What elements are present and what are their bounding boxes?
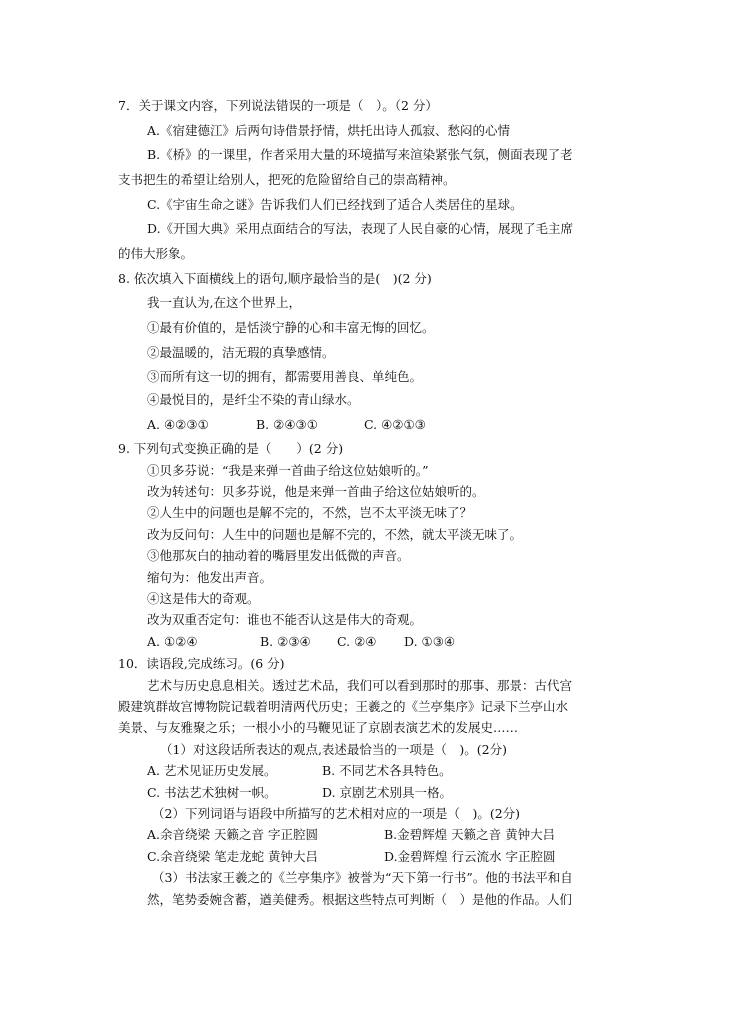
q8-sentence-4: ④最悦目的，是纤尘不染的青山绿水。 xyxy=(147,392,360,407)
q10-sub1-option-d: D. 京剧艺术别具一格。 xyxy=(322,785,453,800)
q7-stem: 7．关于课文内容，下列说法错误的一项是（ ）。（2 分） xyxy=(118,98,438,113)
q10-sub1-stem: （1）对这段话所表达的观点,表述最恰当的一项是（ )。(2分) xyxy=(160,742,508,757)
q7-option-d-cont: 的伟大形象。 xyxy=(118,246,194,261)
q7-option-b: B.《桥》的一课里，作者采用大量的环境描写来渲染紧张气氛，侧面表现了老 xyxy=(147,147,573,162)
q8-stem: 8. 依次填入下面横线上的语句,顺序最恰当的是( )(2 分) xyxy=(118,271,432,286)
q10-sub1-option-c: C. 书法艺术独树一帜。 xyxy=(147,785,277,800)
q8-sentence-1: ①最有价值的，是恬淡宁静的心和丰富无悔的回忆。 xyxy=(147,320,435,335)
q10-stem: 10．读语段,完成练习。(6 分) xyxy=(118,656,285,671)
q9-option-a: A. ①②④ xyxy=(147,634,198,649)
q9-line-4: 改为反问句：人生中的问题也是解不完的，不然，就太平淡无味了。 xyxy=(147,527,523,542)
q8-option-a: A. ④②③① xyxy=(147,417,209,432)
q7-option-b-cont: 支书把生的希望让给别人，把死的危险留给自己的崇高精神。 xyxy=(118,172,456,187)
q10-sub1-option-b: B. 不同艺术各具特色。 xyxy=(322,763,452,778)
q10-sub2-option-b: B.金碧辉煌 天籁之音 黄钟大吕 xyxy=(384,827,556,842)
q10-passage-2: 殿建筑群故宫博物院记载着明清两代历史；王羲之的《兰亭集序》记录下兰亭山水 xyxy=(118,699,569,714)
q7-option-c: C.《宇宙生命之谜》告诉我们人们已经找到了适合人类居住的星球。 xyxy=(147,197,523,212)
q9-stem: 9. 下列句式变换正确的是（ ）(2 分) xyxy=(118,441,344,456)
q8-option-c: C. ④②①③ xyxy=(364,417,426,432)
q8-intro: 我一直认为,在这个世界上， xyxy=(147,295,301,310)
q9-option-d: D. ①③④ xyxy=(404,634,456,649)
q8-option-b: B. ②④③① xyxy=(256,417,318,432)
q9-line-3: ②人生中的问题也是解不完的，不然，岂不太平淡无味了？ xyxy=(147,505,473,520)
q10-sub2-option-c: C.余音绕梁 笔走龙蛇 黄钟大吕 xyxy=(147,849,319,864)
q10-sub2-option-d: D.金碧辉煌 行云流水 字正腔圆 xyxy=(384,849,556,864)
q9-line-2: 改为转述句：贝多芬说，他是来弹一首曲子给这位姑娘听的。 xyxy=(147,484,485,499)
q10-sub1-option-a: A. 艺术见证历史发展。 xyxy=(147,763,277,778)
q9-option-b: B. ②③④ xyxy=(260,634,311,649)
q9-line-7: ④这是伟大的奇观。 xyxy=(147,591,260,606)
q10-passage-1: 艺术与历史息息相关。透过艺术品，我们可以看到那时的那事、那景：古代宫 xyxy=(147,678,573,693)
q10-sub3-stem-cont: 然，笔势委婉含蓄，遒美健秀。根据这些特点可判断（ ）是他的作品。人们 xyxy=(147,892,573,907)
q8-sentence-3: ③而所有这一切的拥有，都需要用善良、单纯色。 xyxy=(147,369,423,384)
q9-line-1: ①贝多芬说：“我是来弹一首曲子给这位姑娘听的。” xyxy=(147,463,429,478)
q10-sub2-option-a: A.余音绕梁 天籁之音 字正腔圆 xyxy=(147,827,318,842)
q7-option-a: A.《宿建德江》后两句诗借景抒情，烘托出诗人孤寂、愁闷的心情 xyxy=(147,123,511,138)
q9-line-8: 改为双重否定句：谁也不能否认这是伟大的奇观。 xyxy=(147,612,423,627)
q10-passage-3: 美景、与友雅聚之乐；一根小小的马鞭见证了京剧表演艺术的发展史…… xyxy=(118,720,519,735)
q8-sentence-2: ②最温暖的，洁无瑕的真挚感情。 xyxy=(147,345,335,360)
q9-option-c: C. ②④ xyxy=(337,634,377,649)
q10-sub2-stem: （2）下列词语与语段中所描写的艺术相对应的一项是（ )。(2分) xyxy=(152,806,521,821)
q10-sub3-stem: （3）书法家王羲之的《兰亭集序》被誉为“天下第一行书”。他的书法平和自 xyxy=(152,870,573,885)
q9-line-6: 缩句为：他发出声音。 xyxy=(147,570,273,585)
q7-option-d: D.《开国大典》采用点面结合的写法，表现了人民自豪的心情，展现了毛主席 xyxy=(147,221,574,236)
q9-line-5: ③他那灰白的抽动着的嘴唇里发出低微的声音。 xyxy=(147,548,410,563)
